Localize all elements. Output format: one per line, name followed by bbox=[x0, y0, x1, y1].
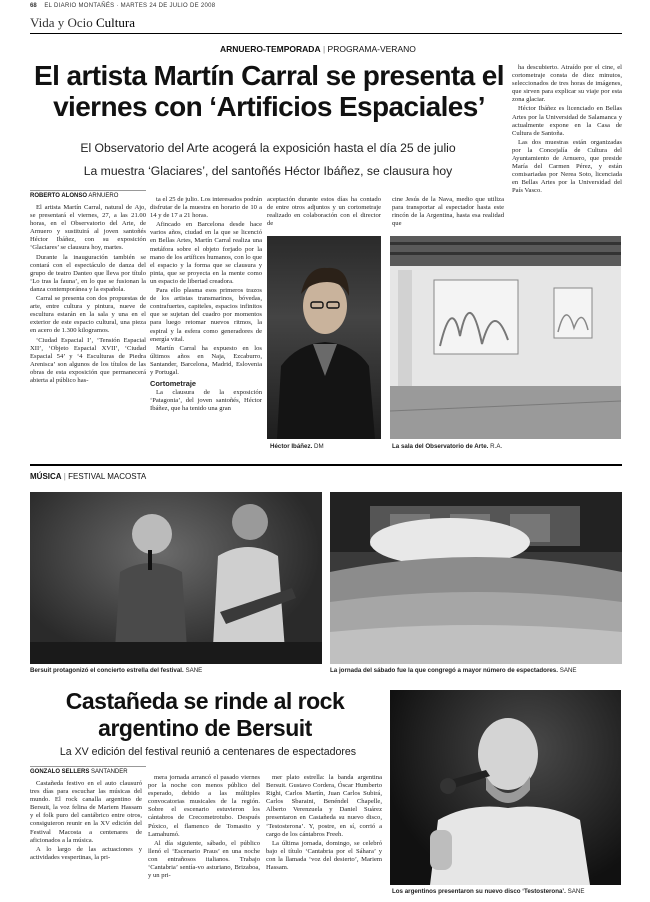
subsection-name: Cultura bbox=[96, 15, 136, 30]
col-subhead: Cortometraje bbox=[150, 379, 196, 389]
photo1-caption bbox=[270, 443, 324, 450]
caption-text: Los argentinos presentaron su nuevo disco ‘Testosterona’. bbox=[392, 888, 566, 895]
story1-subhead-1: El Observatorio del Arte acogerá la exposición hasta el día 25 de julio bbox=[80, 141, 456, 155]
singer-illustration bbox=[390, 690, 621, 885]
photo4-caption bbox=[330, 667, 577, 674]
story1-byline bbox=[30, 193, 118, 199]
concert-illustration bbox=[30, 492, 322, 664]
paragraph: Al día siguiente, sábado, el público llenó el ‘Escenario Praus’ en una noche con entrañosos italianos. Trabajo ‘Cantabria’ sentía-vo asturiano, Brizaboa, y un pri- bbox=[148, 839, 260, 880]
photo-bersuit-concert bbox=[30, 492, 322, 664]
paragraph: ha descubierto. Atraído por el cine, el cortometraje consta de diez minutos, seleccionados de tres horas de imágenes, que sirven para explicar su viaje por esta zona glaciar. bbox=[512, 64, 622, 104]
byline-name: GONZALO SELLERS bbox=[30, 769, 90, 775]
story2-top-rule bbox=[30, 464, 622, 466]
caption-credit: DM bbox=[314, 443, 324, 450]
story1-byline-rule bbox=[30, 190, 146, 191]
paragraph: Carral se presenta con dos propuestas de arte, entre cultura y pintura, nueve de escultura estarán en la sala y una en el exterior de este espacio cultural, una pieza en acero de 1.300 kilogramos. bbox=[30, 295, 146, 335]
story2-col2 bbox=[148, 774, 260, 896]
paragraph: mera jornada arrancó el pasado viernes por la noche con menos público del esperado, debido a las múltiples convocatorias musicales de la región. Sobre el escenario estuvieron los cántabros de Crecometrotubo. Después Púxico, el flamenco de Tomasito y Lamahumó. bbox=[148, 774, 260, 838]
paragraph: Castañeda festivo en el auto clausuró tres días para escuchar las músicas del mundo. El rock canalla argentino de Bersuit, la voz felina de Mariem Hassam y el folk puro del cantábrico entre otros, consiguieron reunir en la XV edición del Festival Macosta a centenares de aficionados a la música. bbox=[30, 780, 142, 844]
photo3-caption bbox=[30, 667, 202, 674]
caption-text: La sala del Observatorio de Arte. bbox=[392, 443, 489, 450]
photo-bersuit-singer bbox=[390, 690, 621, 885]
paragraph: Héctor Ibáñez es licenciado en Bellas Artes por la Universidad de Salamanca y actualmente expone en la Casa de Cultura de Santoña. bbox=[512, 105, 622, 137]
story2-headline: Castañeda se rinde al rock argentino de Bersuit bbox=[65, 688, 345, 741]
story2-byline-rule bbox=[30, 766, 146, 767]
byline-name: ROBERTO ALONSO bbox=[30, 193, 88, 199]
paragraph: mer plato estrella: la banda argentina Bersuit. Gustavo Cordera, Óscar Humberto Righi, Carlos Martín, Juan Carlos Subirá, Carlos Sbaraini, Benéndel Chapelle, Alberto Verenzuela y Daniel Suárez presentaron en Castañeda su nuevo disco, ‘Testosterona’. Y, postre, en sí, corrió a cargo de los cántabros Freeh. bbox=[266, 774, 382, 838]
story2-col3 bbox=[266, 774, 382, 896]
story1-headline: El artista Martín Carral se presenta el viernes con ‘Artificios Espaciales’ bbox=[34, 60, 504, 122]
story1-col2 bbox=[150, 196, 262, 458]
story1-subhead-2: La muestra ‘Glaciares’, del santoñés Héctor Ibáñez, se clausura hoy bbox=[83, 164, 453, 178]
story2-col1 bbox=[30, 780, 142, 896]
folio-meta: EL DIARIO MONTAÑÉS · MARTES 24 DE JULIO DE 2008 bbox=[44, 3, 216, 9]
story2-byline bbox=[30, 769, 128, 775]
story1-col4-strip: cine Jesús de la Nava, medio que utiliza para transportar al espectador hasta este rincón de la Argentina, hasta esa realidad que bbox=[392, 196, 504, 228]
page-number: 68 bbox=[30, 3, 37, 9]
caption-credit: SANE bbox=[567, 888, 585, 895]
crowd-illustration bbox=[330, 492, 622, 664]
portrait-illustration bbox=[267, 236, 381, 439]
photo2-caption bbox=[392, 443, 502, 450]
kicker-bold: ARNUERO-TEMPORADA bbox=[220, 44, 321, 54]
folio-rule bbox=[30, 33, 622, 34]
paragraph: A lo largo de las actuaciones y actividades vespertinas, la pri- bbox=[30, 845, 142, 861]
paragraph: Para ello plasma esos primeros trazos de los artistas transmarinos, bóvedas, contrafuertes, capiteles, espacios infinitos que se sujetan del cuadro por momentos para luego retomar nuevos ritmos, la espiral y la esfera como generadores de energía vital. bbox=[150, 287, 262, 343]
caption-credit: SANE bbox=[559, 667, 577, 674]
section-label bbox=[30, 15, 135, 31]
paragraph: Durante la inauguración también se contará con el espectáculo de danza del grupo de teatro Danteo que lleva por título ‘Lo tras la fauna’, en lo que se fusionan la danza contemporánea y la española. bbox=[30, 253, 146, 293]
caption-credit: SANE bbox=[185, 667, 203, 674]
photo-observatorio-sala bbox=[390, 236, 621, 439]
gallery-illustration bbox=[390, 236, 621, 439]
story1-col1 bbox=[30, 204, 146, 456]
caption-text: La jornada del sábado fue la que congregó a mayor número de espectadores. bbox=[330, 667, 558, 674]
paragraph: ‘Ciudad Espacial I’, ‘Tensión Espacial XII’, ‘Objeto Espacial XVII’, ‘Ciudad Espacial 54’ y ‘4 Esculturas de Piedra Arenisca’ son algunos de los títulos de las obras de esta exposición que permanecerá abierta al público has- bbox=[30, 336, 146, 384]
caption-text: Bersuit protagonizó el concierto estrella del festival. bbox=[30, 667, 184, 674]
kicker-rest: FESTIVAL MACOSTA bbox=[68, 472, 147, 481]
photo5-caption bbox=[392, 888, 584, 895]
paragraph: La última jornada, domingo, se celebró bajo el título ‘Cantabria por el Sáhara’ y con la llamada ‘voz del desierto’, Mariem Hassam. bbox=[266, 839, 382, 872]
paragraph: Martín Carral ha expuesto en los últimos años en Naja, Ezcaburro, Santander, Barcelona, Madrid, Eslovenia y Portugal. bbox=[150, 344, 262, 376]
story2-subhead: La XV edición del festival reunió a centenares de espectadores bbox=[59, 746, 357, 758]
paragraph: Afincado en Barcelona desde hace varios años, ciudad en la que se licenció en Bellas Artes, Martín Carral realiza una metáfora sobre el objeto forjado por la mano de los artífices humanos, con lo que el espacio y la forma que se clausura y pinta, que se proyecta en la mente como un espacio de libertad creadora. bbox=[150, 221, 262, 285]
caption-text: Héctor Ibáñez. bbox=[270, 443, 313, 450]
byline-place: ARNUERO bbox=[88, 193, 119, 199]
story1-col3-strip: aceptación durante estos días ha contado de entre otros adjuntos y un cortometraje realizado en colaboración con el director de bbox=[267, 196, 381, 228]
paragraph: La clausura de la exposición ‘Patagonia’, del joven santoñés, Héctor Ibáñez, que ha tenido una gran bbox=[150, 389, 262, 413]
byline-place: SANTANDER bbox=[91, 769, 128, 775]
paragraph: El artista Martín Carral, natural de Ajo, se presentará el viernes, 27, a las 21.00 horas, en el Observatorio del Arte, de Arnuero y sustituirá al joven santoñés Héctor Ibáñez, con su exposición ‘Glaciares’ se clausura hoy, martes. bbox=[30, 204, 146, 252]
story1-col5 bbox=[512, 64, 622, 236]
paragraph: ta el 25 de julio. Los interesados podrán disfrutar de la muestra en horario de 10 a 14 y de 17 a 21 horas. bbox=[150, 196, 262, 220]
photo-hector-ibanez bbox=[267, 236, 381, 439]
folio-bar bbox=[30, 3, 622, 13]
paragraph: Las dos muestras están organizadas por la Concejalía de Cultura del Ayuntamiento de Arnuero, que preside María del Carmen Pérez, y están comisariadas por Nerea Soto, licenciada en Bellas Artes por la Universidad del País Vasco. bbox=[512, 138, 622, 195]
story1-kicker: ARNUERO-TEMPORADA | PROGRAMA-VERANO bbox=[220, 44, 416, 54]
story2-kicker: MÚSICA | FESTIVAL MACOSTA bbox=[30, 472, 147, 481]
caption-credit: R.A. bbox=[490, 443, 503, 450]
section-name: Vida y Ocio bbox=[30, 15, 93, 30]
kicker-bold: MÚSICA bbox=[30, 472, 62, 481]
kicker-rest: PROGRAMA-VERANO bbox=[327, 44, 416, 54]
photo-crowd bbox=[330, 492, 622, 664]
